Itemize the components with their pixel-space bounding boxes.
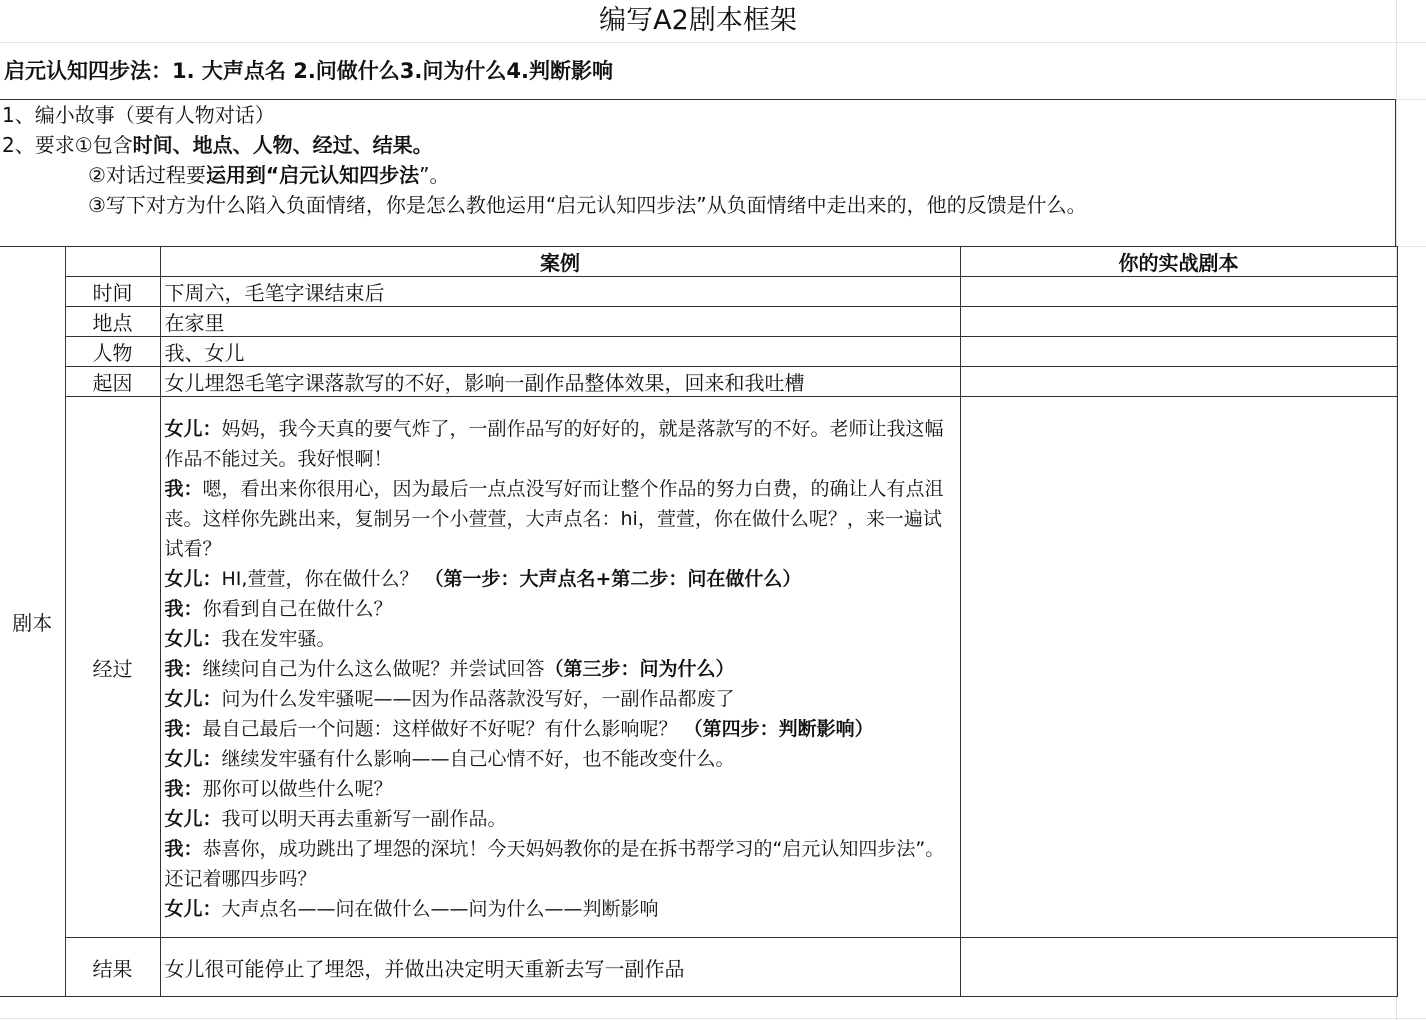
- dialogue-line: [165, 684, 954, 714]
- dialogue-line: [165, 744, 954, 774]
- dialogue-line: [165, 564, 954, 594]
- dialogue-line: [165, 804, 954, 834]
- dialogue-text: 问为什么发牢骚呢——因为作品落款没写好，一副作品都废了: [221, 688, 735, 710]
- dialogue-text: 你看到自己在做什么？: [202, 598, 393, 620]
- case-result: 女儿很可能停止了埋怨，并做出决定明天重新去写一副作品: [160, 938, 960, 997]
- script-result[interactable]: [960, 938, 1397, 997]
- dialogue-step-note: （第一步：大声点名+第二步：问在做什么）: [424, 568, 802, 590]
- dialogue-text: 大声点名——问在做什么——问为什么——判断影响: [221, 898, 659, 920]
- script-cause[interactable]: [960, 367, 1397, 397]
- dialogue-line: [165, 414, 954, 474]
- dialogue-step-note: （第三步：问为什么）: [544, 658, 735, 680]
- dialogue-line: [165, 654, 954, 684]
- table-row: [0, 938, 1397, 997]
- dialogue-text: 我可以明天再去重新写一副作品。: [221, 808, 507, 830]
- requirements-box: [0, 99, 1396, 246]
- row-label-time: 时间: [65, 277, 160, 307]
- table-row: [0, 337, 1397, 367]
- dialogue-speaker: 我：: [164, 598, 203, 620]
- header-blank: [65, 247, 160, 277]
- requirement-2b: ②对话过程要运用到“启元认知四步法”。: [88, 163, 450, 187]
- table-row: [0, 277, 1397, 307]
- dialogue-text: 嗯，看出来你很用心，因为最后一点点没写好而让整个作品的努力白费，的确让人有点沮丧。这样你先跳出来，复制另一个小萱萱，大声点名：hi，萱萱，你在做什么呢？，来一遍试试看？: [164, 478, 944, 560]
- method-subtitle: 启元认知四步法：1. 大声点名 2.问做什么3.问为什么4.判断影响: [4, 59, 613, 83]
- dialogue-speaker: 女儿：: [164, 628, 222, 650]
- dialogue-speaker: 女儿：: [164, 898, 222, 920]
- dialogue-speaker: 女儿：: [164, 808, 222, 830]
- dialogue-text: 那你可以做些什么呢？: [202, 778, 393, 800]
- table-row: [0, 307, 1397, 337]
- case-place: 在家里: [160, 307, 960, 337]
- dialogue-text: 继续问自己为什么这么做呢？并尝试回答: [202, 658, 545, 680]
- dialogue-line: [165, 714, 954, 744]
- case-process-dialogue: [160, 397, 960, 938]
- dialogue-text: 我在发牢骚。: [221, 628, 336, 650]
- dialogue-speaker: 女儿：: [164, 748, 222, 770]
- dialogue-speaker: 女儿：: [164, 418, 222, 440]
- case-cause: 女儿埋怨毛笔字课落款写的不好，影响一副作品整体效果，回来和我吐槽: [160, 367, 960, 397]
- dialogue-line: [165, 594, 954, 624]
- requirement-2c: ③写下对方为什么陷入负面情绪，你是怎么教他运用“启元认知四步法”从负面情绪中走出来的，他的反馈是什么。: [88, 193, 1087, 217]
- dialogue-text: 恭喜你，成功跳出了埋怨的深坑！今天妈妈教你的是在拆书帮学习的“启元认知四步法”。还记着哪四步吗？: [164, 838, 945, 890]
- case-people: 我、女儿: [160, 337, 960, 367]
- grid-line: [0, 42, 1426, 43]
- dialogue-line: [165, 474, 954, 564]
- script-place[interactable]: [960, 307, 1397, 337]
- dialogue-speaker: 我：: [164, 478, 203, 500]
- dialogue-text: 妈妈，我今天真的要气炸了，一副作品写的好好的，就是落款写的不好。老师让我这幅作品不能过关。我好恨啊！: [164, 418, 944, 470]
- case-time: 下周六，毛笔字课结束后: [160, 277, 960, 307]
- script-time[interactable]: [960, 277, 1397, 307]
- dialogue-speaker: 女儿：: [164, 568, 222, 590]
- section-label: 剧本: [0, 247, 65, 997]
- dialogue-text: HI,萱萱，你在做什么？: [221, 568, 425, 590]
- row-label-place: 地点: [65, 307, 160, 337]
- grid-line: [0, 1018, 1426, 1019]
- requirement-2: 2、要求①包含时间、地点、人物、经过、结果。: [2, 133, 433, 157]
- header-case: 案例: [160, 247, 960, 277]
- dialogue-line: [165, 894, 954, 924]
- script-people[interactable]: [960, 337, 1397, 367]
- script-table: [0, 246, 1398, 997]
- dialogue-speaker: 我：: [164, 658, 203, 680]
- table-row: [0, 397, 1397, 938]
- dialogue-speaker: 女儿：: [164, 688, 222, 710]
- dialogue-text: 最自己最后一个问题：这样做好不好呢？有什么影响呢？: [202, 718, 684, 740]
- row-label-cause: 起因: [65, 367, 160, 397]
- dialogue-line: [165, 624, 954, 654]
- dialogue-step-note: （第四步：判断影响）: [683, 718, 874, 740]
- dialogue-line: [165, 774, 954, 804]
- header-script: 你的实战剧本: [960, 247, 1397, 277]
- script-process[interactable]: [960, 397, 1397, 938]
- dialogue-line: [165, 834, 954, 894]
- row-label-result: 结果: [65, 938, 160, 997]
- dialogue-speaker: 我：: [164, 718, 203, 740]
- dialogue-text: 继续发牢骚有什么影响——自己心情不好，也不能改变什么。: [221, 748, 735, 770]
- table-row: [0, 367, 1397, 397]
- page-title: 编写A2剧本框架: [599, 5, 797, 36]
- dialogue-list: [165, 414, 954, 924]
- requirement-1: 1、编小故事（要有人物对话）: [2, 103, 275, 127]
- grid-line: [1396, 99, 1426, 100]
- row-label-people: 人物: [65, 337, 160, 367]
- dialogue-speaker: 我：: [164, 778, 203, 800]
- grid-line: [1396, 246, 1426, 247]
- row-label-process: 经过: [65, 397, 160, 938]
- dialogue-speaker: 我：: [164, 838, 203, 860]
